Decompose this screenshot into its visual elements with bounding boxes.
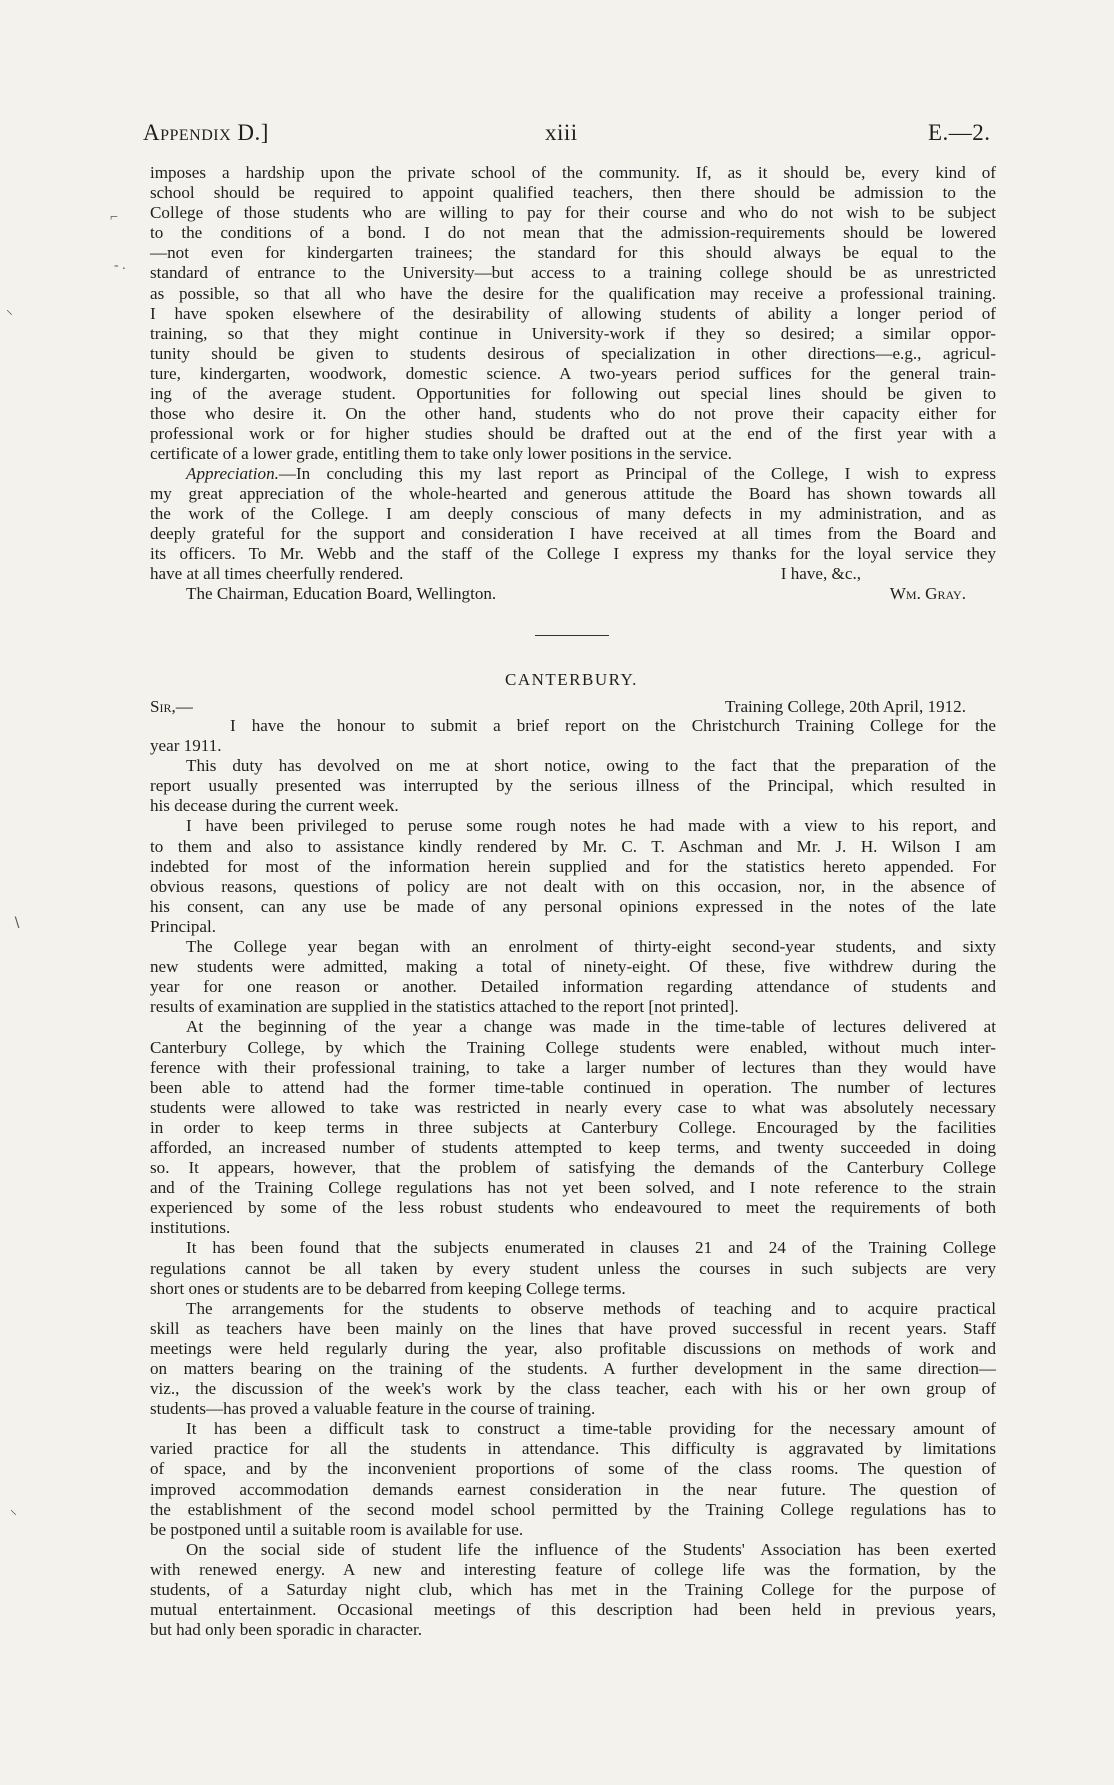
paragraph xyxy=(150,1017,996,1238)
appreciation-heading: Appreciation. xyxy=(186,464,279,483)
dateline: Training College, 20th April, 1912. xyxy=(724,697,966,716)
text-line: but had only been sporadic in character. xyxy=(150,1620,422,1640)
text-line: It has been found that the subjects enumerated in clauses 21 and 24 of the Training College xyxy=(186,1238,996,1258)
text-line: my great appreciation of the whole-hearted and generous attitude the Board has shown towards all xyxy=(150,484,996,504)
text-line: in order to keep terms in three subjects at Canterbury College. Encouraged by the facilities xyxy=(150,1117,996,1137)
text-line: students—has proved a valuable feature in the course of training. xyxy=(150,1399,596,1419)
text-line: the establishment of the second model school permitted by the Training College regulations has to xyxy=(150,1499,996,1519)
text-line: to them and also to assistance kindly rendered by Mr. C. T. Aschman and Mr. J. H. Wilson I am xyxy=(150,836,996,856)
running-head-paper-code: E.—2. xyxy=(928,120,991,145)
paragraph xyxy=(150,816,996,937)
text-line: new students were admitted, making a total of ninety-eight. Of these, five withdrew during the xyxy=(150,957,996,977)
text-line: ture, kindergarten, woodwork, domestic science. A two-years period suffices for the general train- xyxy=(150,363,996,383)
text-line: been able to attend had the former time-table continued in operation. The number of lectures xyxy=(150,1077,996,1097)
text-line: indebted for most of the information herein supplied and for the statistics hereto appended. For xyxy=(150,856,996,876)
text-line: results of examination are supplied in the statistics attached to the report [not printed]. xyxy=(150,997,739,1017)
text-line: varied practice for all the students in attendance. This difficulty is aggravated by limitations xyxy=(150,1439,996,1459)
text-line: to the conditions of a bond. I do not mean that the admission-requirements should be lowered xyxy=(150,223,996,243)
addressee-row xyxy=(150,584,996,604)
text-line: obvious reasons, questions of policy are not dealt with on this occasion, nor, in the absence of xyxy=(150,876,996,896)
text-line: improved accommodation demands earnest consideration in the near future. The question of xyxy=(150,1479,996,1499)
text-line: ference with their professional training, to take a larger number of lectures than they would have xyxy=(150,1057,996,1077)
final-line: have at all times cheerfully rendered. xyxy=(150,564,404,583)
text-line: I have been privileged to peruse some rough notes he had made with a view to his report, and xyxy=(186,816,996,836)
text-line: professional work or for higher studies should be drafted out at the end of the first year with a xyxy=(150,424,996,444)
text-line: as possible, so that all who have the desire for the qualification may receive a professional training. xyxy=(150,283,996,303)
text-line: College of those students who are willing to pay for their course and who do not wish to be subject xyxy=(150,203,996,223)
text-line: This duty has devolved on me at short notice, owing to the fact that the preparation of the xyxy=(186,756,996,776)
text-line: At the beginning of the year a change was made in the time-table of lectures delivered at xyxy=(186,1017,996,1037)
text-line: those who desire it. On the other hand, students who do not prove their capacity either for xyxy=(150,404,996,424)
text-line: report usually presented was interrupted by the serious illness of the Principal, which resulted in xyxy=(150,776,996,796)
page-number: xiii xyxy=(545,120,578,145)
paragraph xyxy=(150,716,996,756)
text-line: his decease during the current week. xyxy=(150,796,399,816)
text-line: The College year began with an enrolment of thirty-eight second-year students, and sixty xyxy=(186,937,996,957)
text-line: ing of the average student. Opportunities for following out special lines should be given to xyxy=(150,384,996,404)
text-line: The arrangements for the students to observe methods of teaching and to acquire practical xyxy=(186,1298,996,1318)
text-line: so. It appears, however, that the problem of satisfying the demands of the Canterbury College xyxy=(150,1158,996,1178)
text-line: experienced by some of the less robust students who endeavoured to meet the requirements of both xyxy=(150,1198,996,1218)
paragraph xyxy=(150,1540,996,1640)
text-line: viz., the discussion of the week's work by the class teacher, each with his or her own group of xyxy=(150,1379,996,1399)
salutation: Sir,— xyxy=(150,697,193,716)
text-line: its officers. To Mr. Webb and the staff of the College I express my thanks for the loyal service they xyxy=(150,544,996,564)
margin-mark: ⸜ xyxy=(6,303,13,318)
appreciation-first-line xyxy=(150,464,996,484)
text-line: Principal. xyxy=(150,916,216,936)
section-heading-canterbury: CANTERBURY. xyxy=(505,670,638,689)
canterbury-report-body xyxy=(150,716,996,1640)
text-line: year 1911. xyxy=(150,736,222,756)
text-line: It has been a difficult task to construct a time-table providing for the necessary amount of xyxy=(186,1419,996,1439)
section-divider xyxy=(535,635,609,636)
text-line: institutions. xyxy=(150,1218,231,1238)
text-line: —not even for kindergarten trainees; the standard for this should always be equal to the xyxy=(150,243,996,263)
text-line: his consent, can any use be made of any personal opinions expressed in the notes of the late xyxy=(150,896,996,916)
margin-mark: ∖ xyxy=(12,916,21,931)
appreciation-lines xyxy=(150,484,996,564)
valediction: I have, &c., xyxy=(780,564,861,583)
appreciation-paragraph xyxy=(150,464,996,564)
text-line: imposes a hardship upon the private school of the community. If, as it should be, every kind of xyxy=(150,163,996,182)
signature: Wm. Gray. xyxy=(889,584,966,603)
salutation-row xyxy=(150,697,966,717)
text-line: school should be required to appoint qualified teachers, then there should be admission to the xyxy=(150,183,996,203)
margin-mark: ⌐ xyxy=(110,210,118,225)
text-line: mutual entertainment. Occasional meetings of this description had been held in previous years, xyxy=(150,1600,996,1620)
text-line: students, of a Saturday night club, which has met in the Training College for the purpose of xyxy=(150,1580,996,1600)
text-line: Canterbury College, by which the Training College students were enabled, without much inter- xyxy=(150,1037,996,1057)
paragraph xyxy=(150,1299,996,1420)
text-line: standard of entrance to the University—but access to a training college should be as unrestricted xyxy=(150,263,996,283)
text-line: of space, and by the inconvenient proportions of some of the class rooms. The question of xyxy=(150,1459,996,1479)
text-line: afforded, an increased number of students attempted to keep terms, and twenty succeeded in doing xyxy=(150,1137,996,1157)
wellington-report-continuation xyxy=(150,163,996,464)
text-line: be postponed until a suitable room is available for use. xyxy=(150,1519,524,1539)
text-line: On the social side of student life the influence of the Students' Association has been exerted xyxy=(186,1539,996,1559)
text-line: short ones or students are to be debarred from keeping College terms. xyxy=(150,1278,626,1298)
appreciation-first-line-text: —In concluding this my last report as Principal of the College, I wish to express xyxy=(278,464,996,483)
margin-mark: ⸜ xyxy=(10,1503,17,1518)
text-line: training, so that they might continue in University-work if they so desired; a similar oppor- xyxy=(150,323,996,343)
text-line: with renewed energy. A new and interesting feature of college life was the formation, by the xyxy=(150,1559,996,1579)
text-line: on matters bearing on the training of the students. A further development in the same direction— xyxy=(150,1359,996,1378)
text-line: skill as teachers have been mainly on the lines that have proved successful in recent years. Staff xyxy=(150,1318,996,1338)
closing-row xyxy=(150,564,996,584)
text-line: I have spoken elsewhere of the desirability of allowing students of ability a longer period of xyxy=(150,303,996,323)
text-line: year for one reason or another. Detailed information regarding attendance of students and xyxy=(150,977,996,997)
text-line: the work of the College. I am deeply conscious of many defects in my administration, and as xyxy=(150,504,996,524)
text-line: and of the Training College regulations has not yet been solved, and I note reference to the strain xyxy=(150,1178,996,1198)
text-line: regulations cannot be all taken by every student unless the courses in such subjects are very xyxy=(150,1258,996,1278)
text-line: certificate of a lower grade, entitling them to take only lower positions in the service. xyxy=(150,444,732,464)
margin-mark: ‑ . xyxy=(114,258,126,273)
running-head-appendix: Appendix D.] xyxy=(143,120,269,145)
paragraph xyxy=(150,1238,996,1298)
text-line: deeply grateful for the support and consideration I have received at all times from the Board and xyxy=(150,524,996,544)
paragraph xyxy=(150,1419,996,1540)
text-line: tunity should be given to students desirous of specialization in other directions—e.g., agricul- xyxy=(150,343,996,363)
paragraph xyxy=(150,756,996,816)
paragraph xyxy=(150,937,996,1017)
text-line: students were allowed to take was restricted in nearly every case to what was absolutely necessary xyxy=(150,1097,996,1117)
text-line: meetings were held regularly during the year, also profitable discussions on methods of work and xyxy=(150,1338,996,1358)
addressee: The Chairman, Education Board, Wellington. xyxy=(186,584,497,603)
text-line: I have the honour to submit a brief report on the Christchurch Training College for the xyxy=(230,716,996,735)
